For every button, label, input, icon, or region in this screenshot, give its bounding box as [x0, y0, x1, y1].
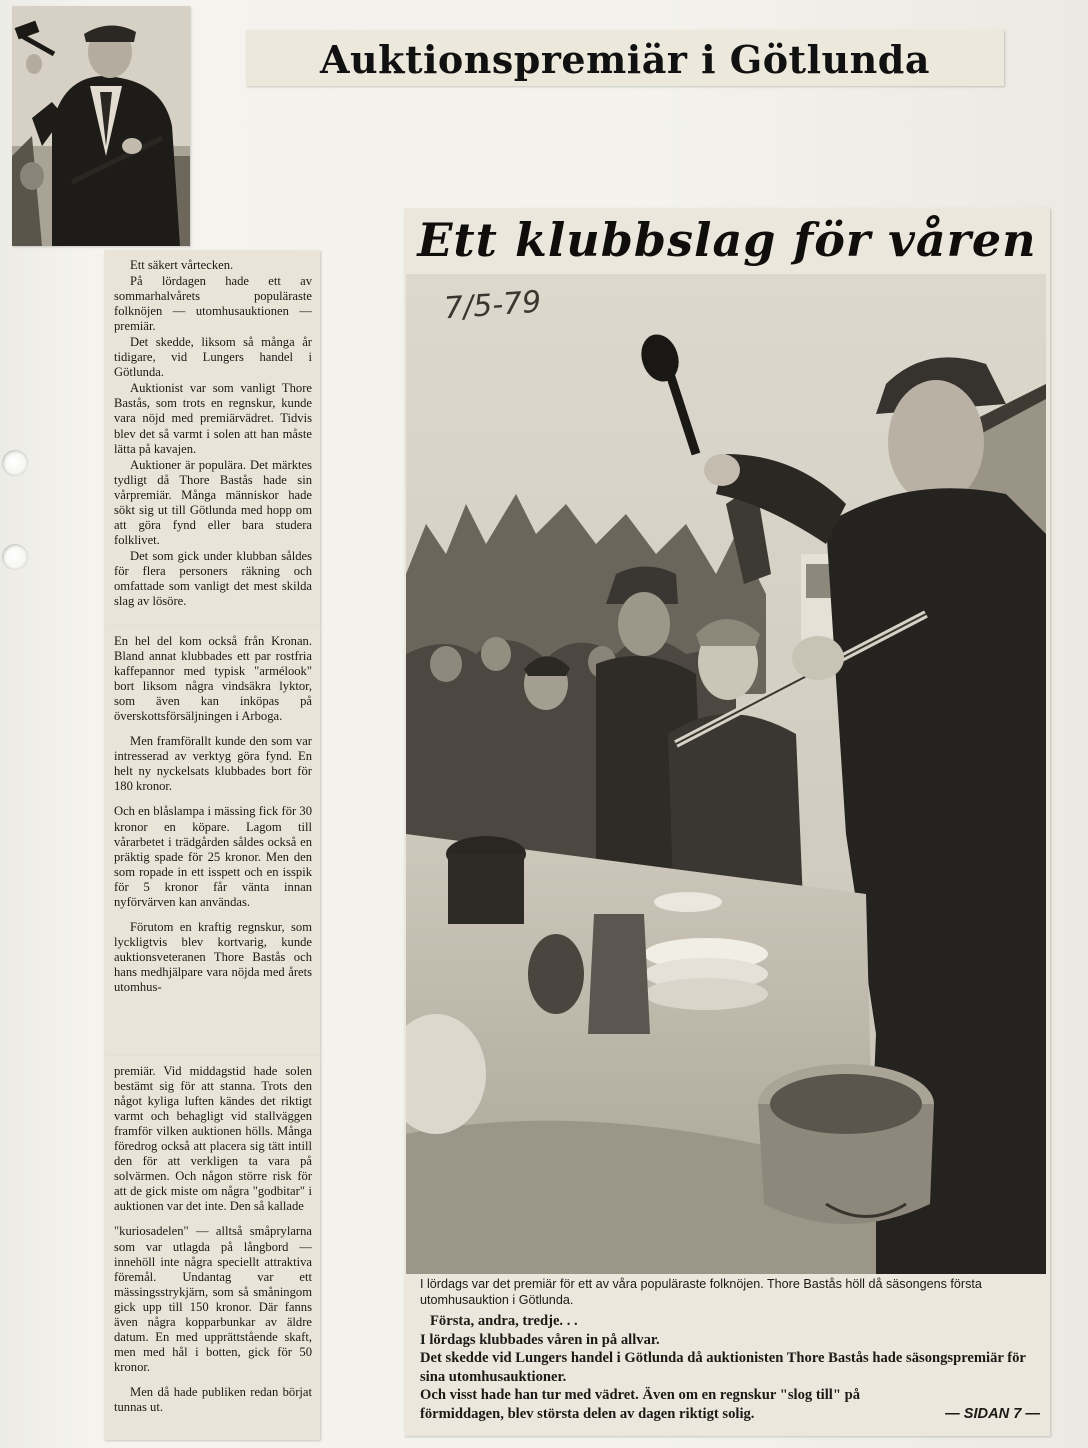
article-ingress	[420, 1312, 1040, 1423]
punch-hole-bottom	[2, 544, 28, 570]
col1-paragraph: Ett säkert vårtecken.	[130, 258, 234, 272]
col2-paragraph: Men framförallt kunde den som var intresserad av verktyg göra fynd. En helt ny nyckelsats klubbades bort för 180 kronor.	[114, 734, 312, 794]
headline-top-clipping	[246, 30, 1004, 86]
handwritten-date: 7/5-79	[442, 284, 543, 327]
auction-main-photo	[406, 274, 1046, 1274]
col1-paragraph: Auktioner är populära. Det märktes tydligt då Thore Bastås hade sin vårpremiär. Många människor hade sökt sig ut till Götlunda med hopp om att göra fynd eller bara studera folklivet.	[114, 457, 312, 547]
col1-paragraph: På lördagen hade ett av sommarhalvårets populäraste folknöjen — utomhusauktionen — premiär.	[114, 274, 312, 334]
ingress-line: Och visst hade han tur med vädret. Även om en regnskur "slog till" på förmiddagen, blev största delen av dagen riktigt solig.	[420, 1387, 861, 1422]
col3-paragraph: "kuriosadelen" — alltså småprylarna som var utlagda på långbord — innehöll inte några speciellt attraktiva föremål. Undantag var ett mässingsstrykjärn, som så småningom gick upp till 150 kronor. Där fanns även några kopparbunkar av äldre datum. En med upprättstående skaft, men med hål i botten, gick för 50 kronor.	[114, 1224, 312, 1374]
col2-paragraph: Förutom en kraftig regnskur, som lyckligtvis blev kortvarig, kunde auktionsveteranen Thore Bastås och hans medhjälpare vara nöjda med årets utomhus-	[114, 919, 312, 994]
col3-paragraph: Men då hade publiken redan börjat tunnas ut.	[114, 1384, 312, 1414]
text-column-3	[104, 1056, 320, 1440]
col2-paragraph: En hel del kom också från Kronan. Bland annat klubbades ett par rostfria kaffepannor med typisk "armélook" bort liksom några vindsäkra lyktor, som även kan inköpas på överskottsförsäljningen i Arboga.	[114, 634, 312, 724]
ingress-last-block	[420, 1386, 1040, 1423]
ingress-line: I lördags klubbades våren in på allvar.	[420, 1331, 660, 1348]
headline-top: Auktionspremiär i Götlunda	[320, 37, 930, 82]
col1-paragraph: Auktionist var som vanligt Thore Bastås, som trots en regnskur, kunde vara nöjd med premiärvädret. Tidvis blev det så varmt i solen att han måste lätta på kavajen.	[114, 381, 312, 456]
ingress-line: Det skedde vid Lungers handel i Götlunda då auktionisten Thore Bastås hade säsongspremiär för sina utomhusauktioner.	[420, 1350, 1026, 1385]
ingress-line: Första, andra, tredje. . .	[430, 1313, 578, 1329]
page-reference: — SIDAN 7 —	[945, 1405, 1040, 1422]
photo-caption: I lördags var det premiär för ett av våra populäraste folknöjen. Thore Bastås höll då säsongens första utomhusauktion i Götlunda.	[420, 1277, 982, 1307]
col2-paragraph: Och en blåslampa i mässing fick för 30 kronor en köpare. Lagom till vårarbetet i trädgården såldes också en präktig spade för 25 kronor. Men den som ropade in ett isspett och en isspik för 5 kronor får vänta innan nyförvärven kan användas.	[114, 804, 312, 909]
col1-paragraph: Det som gick under klubban såldes för flera personers räkning och omfattade som vanligt det mest skilda slag av lösöre.	[114, 548, 312, 609]
main-article-clipping	[404, 208, 1050, 1436]
headline-main: Ett klubbslag för våren	[417, 213, 1037, 267]
text-column-1	[104, 250, 320, 626]
col1-paragraph: Det skedde, liksom så många år tidigare, vid Lungers handel i Götlunda.	[114, 335, 312, 380]
punch-hole-top	[2, 450, 28, 476]
text-column-2	[104, 626, 320, 1056]
auctioneer-small-photo	[12, 6, 190, 246]
headline-main-block	[404, 208, 1050, 272]
col3-paragraph: premiär. Vid middagstid hade solen bestämt sig för att stanna. Trots den något kyliga luften kändes det riktigt varmt och behagligt vid stallväggen framför vilken auktionen hölls. Många föredrog också att placera sig tätt intill den för att verkligen ta vara på solvärmen. Och någon större risk för att de gick miste om några "godbitar" i auktionen var det inte. Den så kallade	[114, 1064, 312, 1214]
